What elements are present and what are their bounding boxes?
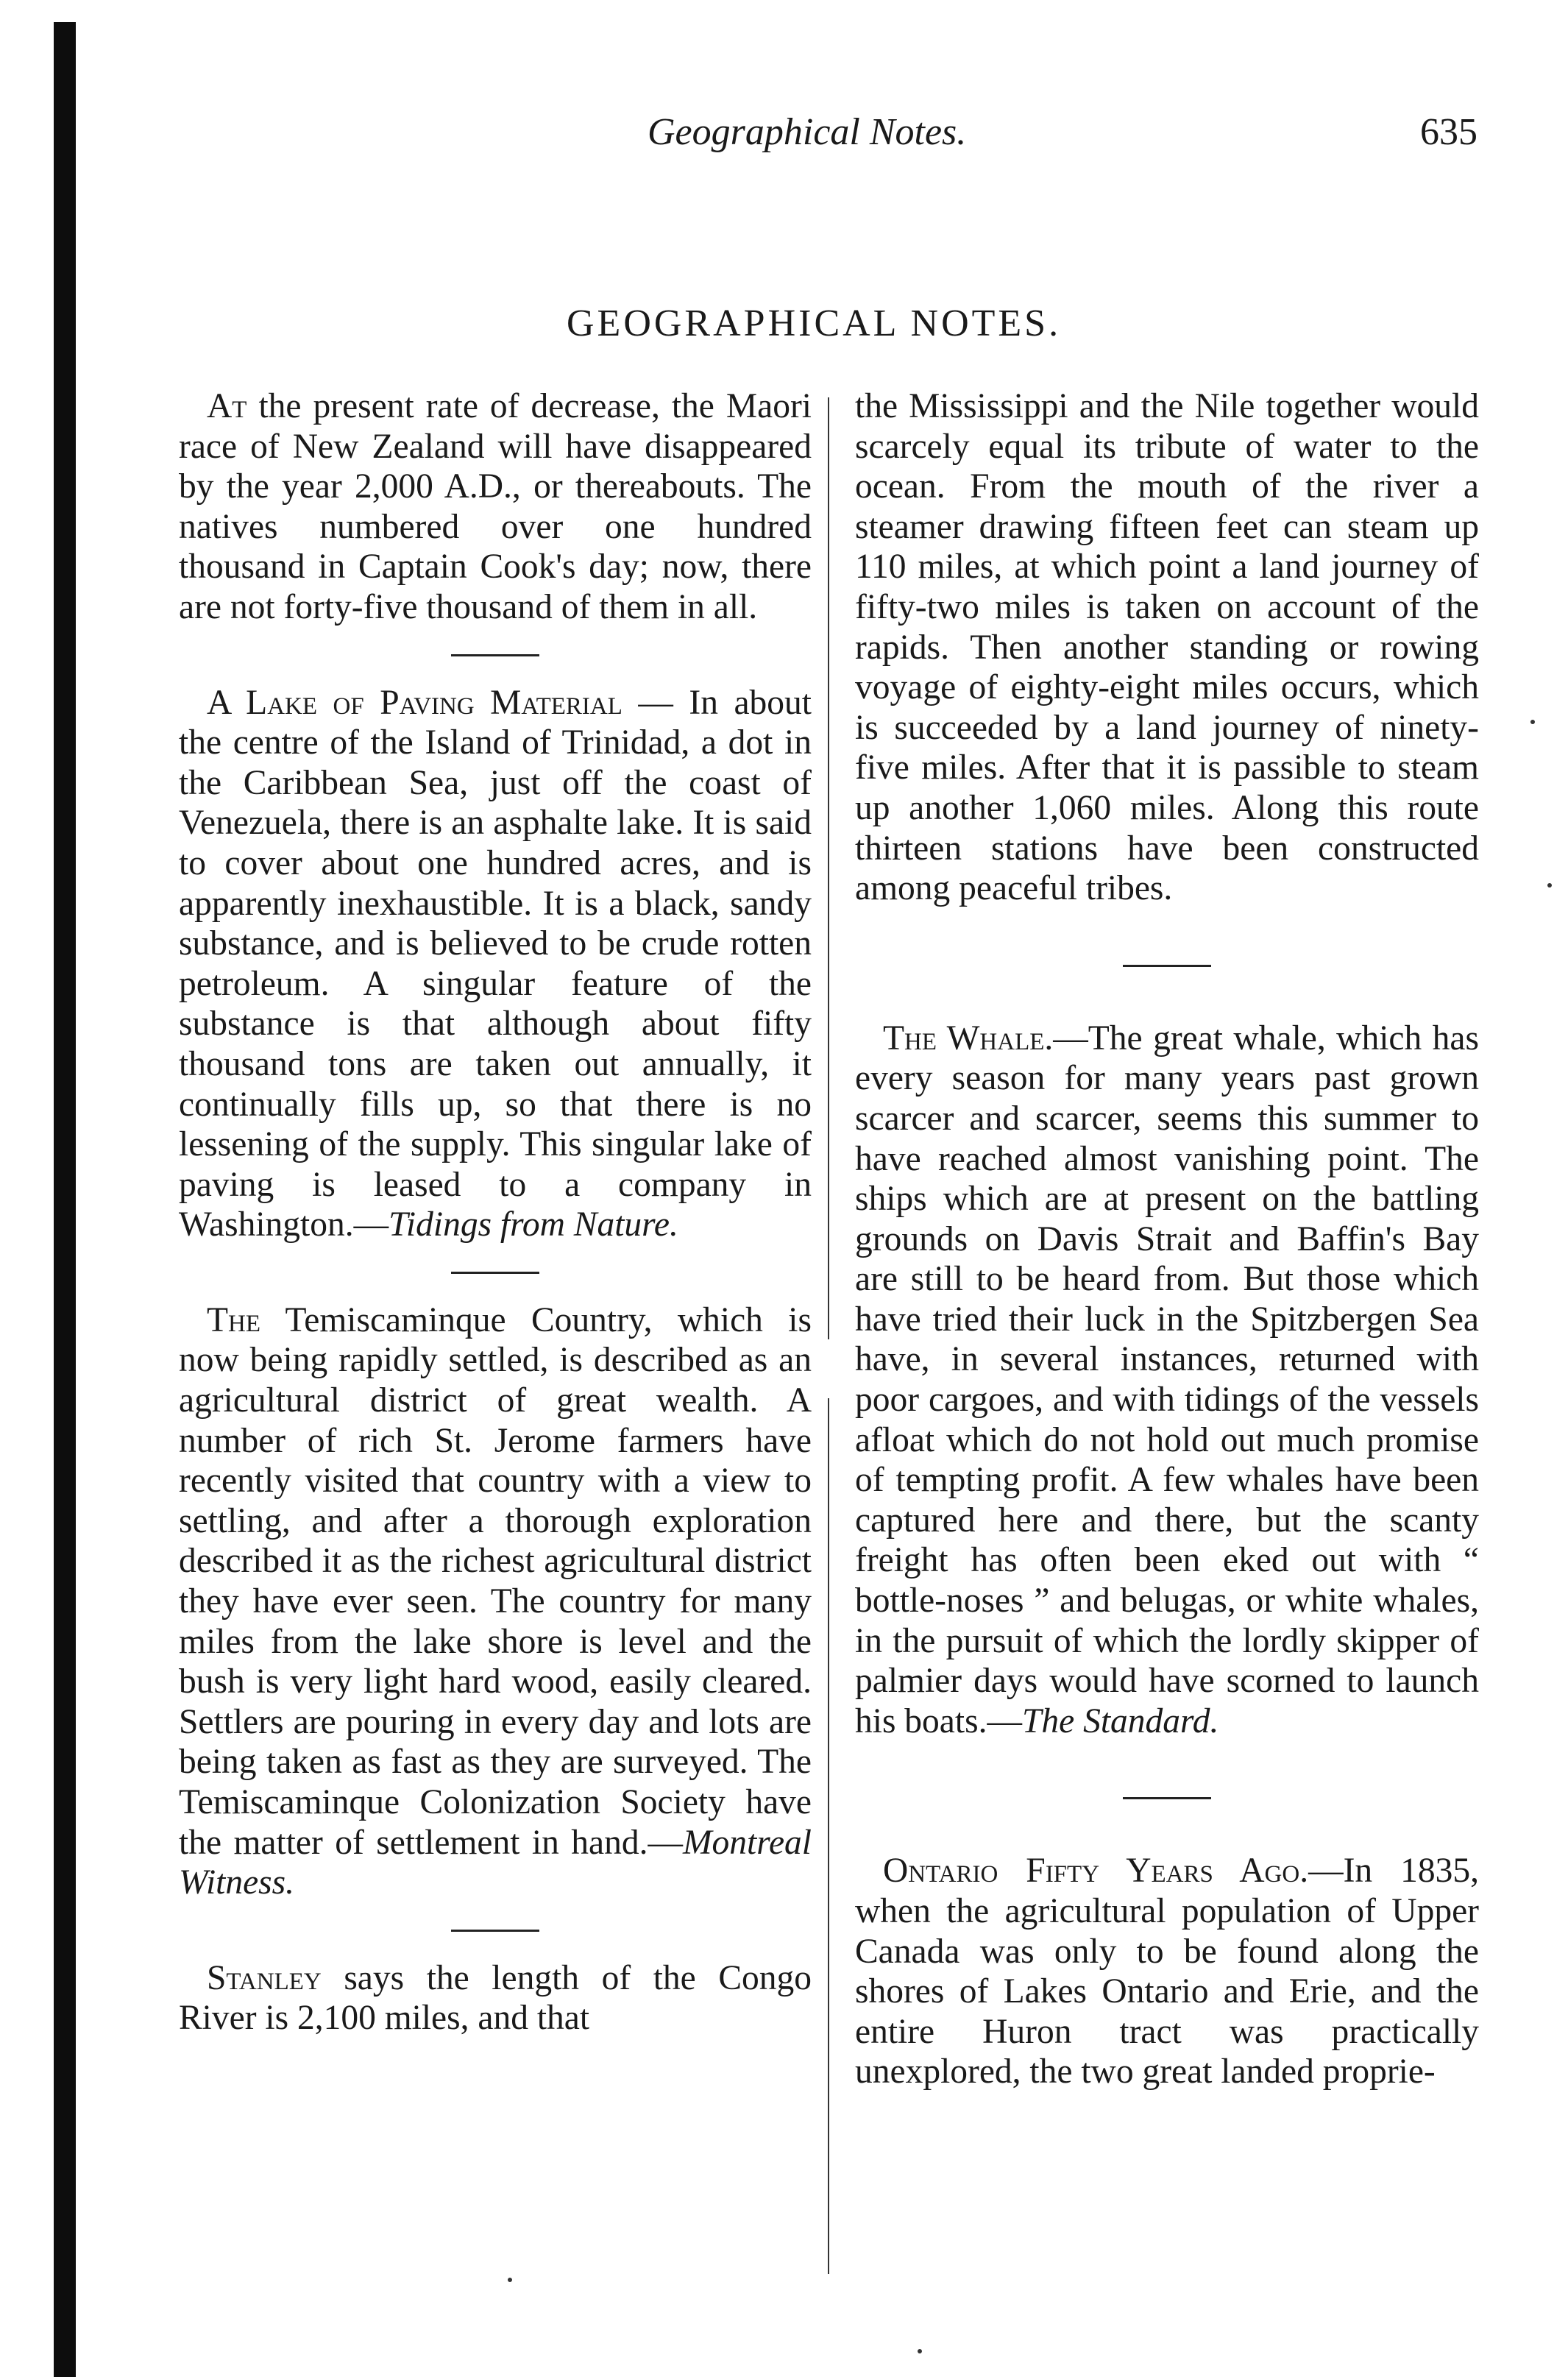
lead-word: The [207, 1300, 261, 1339]
scan-edge-shadow [54, 22, 76, 2377]
note-body: —In 1835, when the agricultural population of Upper Canada was only to be found along the shores of Lakes Ontario and Erie, and the entire Huron tract was practically unexplored, the two great landed proprie- [855, 1852, 1479, 2091]
whale-note [855, 1019, 1479, 1742]
section-divider [1123, 965, 1211, 967]
note-body: the present rate of decrease, the Maori race of New Zealand will have disappeared by the year 2,000 A.D., or thereabouts. The natives numbered over one hundred thousand in Captain Cook's day; now, there are not forty-five thousand of them in all. [179, 387, 812, 626]
running-title: Geographical Notes. [648, 111, 967, 153]
note-body: says the length of the Congo River is 2,100 miles, and that [179, 1958, 812, 2038]
lead-word: Stanley [207, 1958, 322, 1997]
ontario-note [855, 1851, 1479, 2092]
section-divider [451, 1272, 539, 1274]
note-source: The Standard. [1021, 1701, 1219, 1740]
scan-speck [508, 2278, 512, 2282]
note-body: — In about the centre of the Island of Trinidad, a dot in the Caribbean Sea, just off the coast of Venezuela, there is an asphalte lake. It is said to cover about one hundred acres, and is apparently inexhaustible. It is a black, sandy substance, and is believed to be crude rotten petroleum. A singular feature of the substance is that although about fifty thousand tons are taken out annually, it continually fills up, so that there is no lessening of the supply. This singular lake of paving is leased to a company in Washington.— [179, 683, 812, 1244]
congo-continuation: the Mississippi and the Nile together would scarcely equal its tribute of water to the ocean. From the mouth of the river a steamer drawing fifteen feet can steam up 110 miles, at which point a land journey of fifty-two miles is taken on account of the rapids. Then another standing or rowing voyage of eighty-eight miles occurs, which is succeeded by a land journey of ninety-five miles. After that it is passible to steam up another 1,060 miles. Along this route thirteen stations have been constructed among peaceful tribes. [855, 387, 1479, 908]
scan-speck [1547, 883, 1552, 888]
note-source: Tidings from Nature. [389, 1205, 678, 1244]
scan-speck [918, 2349, 922, 2353]
note-heading: Ontario Fifty Years Ago. [883, 1852, 1309, 1891]
page-number: 635 [1420, 111, 1477, 153]
right-column [855, 386, 1479, 2092]
note-source: Montreal Witness. [179, 1823, 812, 1902]
maori-note [179, 386, 812, 628]
note-body: —The great whale, which has every season for many years past grown scarcer and scarcer, seems this summer to have reached almost vanishing point. The ships which are at present on the battling grounds on Davis Strait and Baffin's Bay are still to be heard from. But those which have tried their luck in the Spitzbergen Sea have, in several instances, returned with poor cargoes, and with tidings of the vessels afloat which do not hold out much promise of tempting profit. A few whales have been captured here and there, but the scanty freight has often been eked out with “ bottle-noses ” and belugas, or white whales, in the pursuit of which the lordly skipper of palmier days would have scorned to launch his boats.— [855, 1019, 1479, 1740]
column-rule [828, 397, 829, 1339]
section-divider [451, 1930, 539, 1932]
stanley-note [179, 1958, 812, 2038]
left-column [179, 386, 812, 2038]
temiscaminque-note [179, 1300, 812, 1903]
lead-word: At [207, 387, 247, 425]
note-body: Temiscaminque Country, which is now being rapidly settled, is described as an agricultural district of great wealth. A number of rich St. Jerome farmers have recently visited that country with a view to settling, and after a thorough exploration described it as the richest agricultural district they have ever seen. The country for many miles from the lake shore is level and the bush is very light hard wood, easily cleared. Settlers are pouring in every day and lots are being taken as fast as they are surveyed. The Temiscaminque Colonization Society have the matter of settlement in hand.— [179, 1300, 812, 1862]
section-divider [451, 654, 539, 656]
lake-note [179, 683, 812, 1245]
scan-speck [1530, 720, 1535, 724]
section-divider [1123, 1797, 1211, 1799]
section-title: GEOGRAPHICAL NOTES. [567, 302, 1062, 344]
note-heading: A Lake of Paving Material [207, 683, 622, 722]
column-rule [828, 1398, 829, 2274]
note-heading: The Whale. [883, 1019, 1054, 1058]
